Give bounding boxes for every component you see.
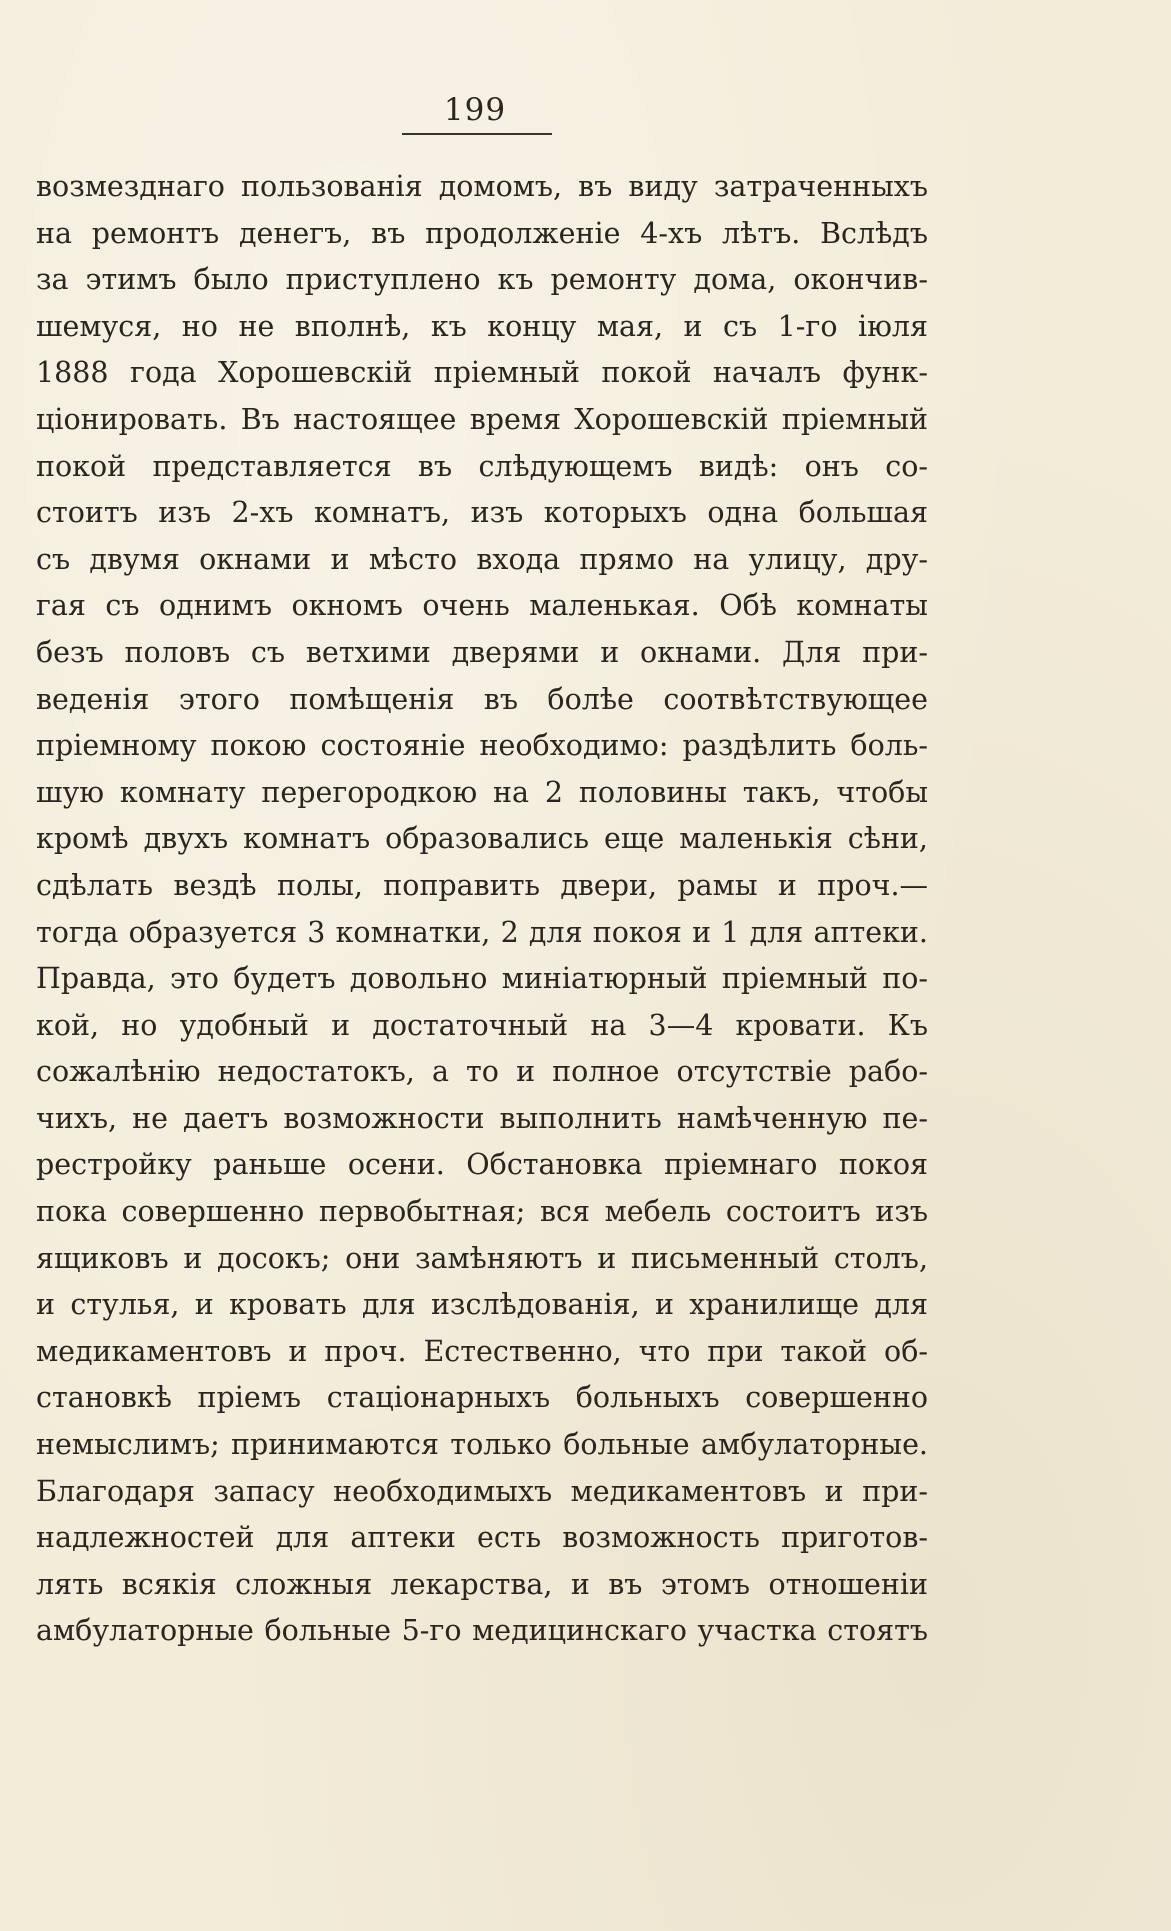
text-line: на ремонтъ денегъ, въ продолженіе 4-хъ лѣтъ. Вслѣдъ: [36, 216, 928, 250]
text-line: ціонировать. Въ настоящее время Хорошевскій пріемный: [36, 402, 928, 436]
text-line: шую комнату перегородкою на 2 половины такъ, чтобы: [36, 775, 928, 809]
text-line: кромѣ двухъ комнатъ образовались еще маленькія сѣни,: [36, 822, 928, 856]
text-line: лять всякія сложныя лекарства, и въ этомъ отношеніи: [36, 1567, 928, 1601]
text-line: стоитъ изъ 2-хъ комнатъ, изъ которыхъ одна большая: [36, 496, 928, 530]
text-line: веденія этого помѣщенія въ болѣе соотвѣтствующее: [36, 682, 928, 716]
text-line: Правда, это будетъ довольно миніатюрный пріемный по-: [36, 962, 928, 996]
text-line: и стулья, и кровать для изслѣдованія, и хранилище для: [36, 1288, 928, 1322]
text-line: Благодаря запасу необходимыхъ медикаментовъ и при-: [36, 1474, 928, 1508]
text-line: тогда образуется 3 комнатки, 2 для покоя и 1 для аптеки.: [36, 915, 928, 949]
text-line: возмезднаго пользованія домомъ, въ виду затраченныхъ: [36, 170, 928, 203]
text-line: пока совершенно первобытная; вся мебель состоитъ изъ: [36, 1195, 928, 1229]
text-line: рестройку раньше осени. Обстановка пріемнаго покоя: [36, 1148, 928, 1182]
text-line: сдѣлать вездѣ полы, поправить двери, рамы и проч.—: [36, 868, 928, 902]
text-line: немыслимъ; принимаются только больные амбулаторные.: [36, 1428, 928, 1462]
header-rule: [402, 133, 552, 135]
page-number: 199: [443, 92, 507, 128]
text-line: надлежностей для аптеки есть возможность приготов-: [36, 1521, 928, 1555]
text-line: гая съ однимъ окномъ очень маленькая. Обѣ комнаты: [36, 589, 928, 623]
text-line: 1888 года Хорошевскій пріемный покой началъ функ-: [36, 356, 928, 390]
text-line: шемуся, но не вполнѣ, къ концу мая, и съ 1-го іюля: [36, 309, 928, 343]
text-line: съ двумя окнами и мѣсто входа прямо на улицу, дру-: [36, 542, 928, 576]
text-line: кой, но удобный и достаточный на 3—4 кровати. Къ: [36, 1008, 928, 1042]
text-line: сожалѣнію недостатокъ, а то и полное отсутствіе рабо-: [36, 1055, 928, 1089]
text-line: чихъ, не даетъ возможности выполнить намѣченную пе-: [36, 1101, 928, 1135]
text-line: покой представляется въ слѣдующемъ видѣ: онъ со-: [36, 449, 928, 483]
text-line: безъ половъ съ ветхими дверями и окнами. Для при-: [36, 635, 928, 669]
text-line: за этимъ было приступлено къ ремонту дома, окончив-: [36, 263, 928, 297]
text-line: ящиковъ и досокъ; они замѣняютъ и письменный столъ,: [36, 1241, 928, 1275]
text-line: медикаментовъ и проч. Естественно, что при такой об-: [36, 1334, 928, 1368]
body-text: [36, 164, 928, 1655]
text-line: пріемному покою состояніе необходимо: раздѣлить боль-: [36, 729, 928, 763]
text-line: становкѣ пріемъ стаціонарныхъ больныхъ совершенно: [36, 1381, 928, 1415]
text-line: амбулаторные больные 5-го медицинскаго участка стоятъ: [36, 1614, 928, 1648]
